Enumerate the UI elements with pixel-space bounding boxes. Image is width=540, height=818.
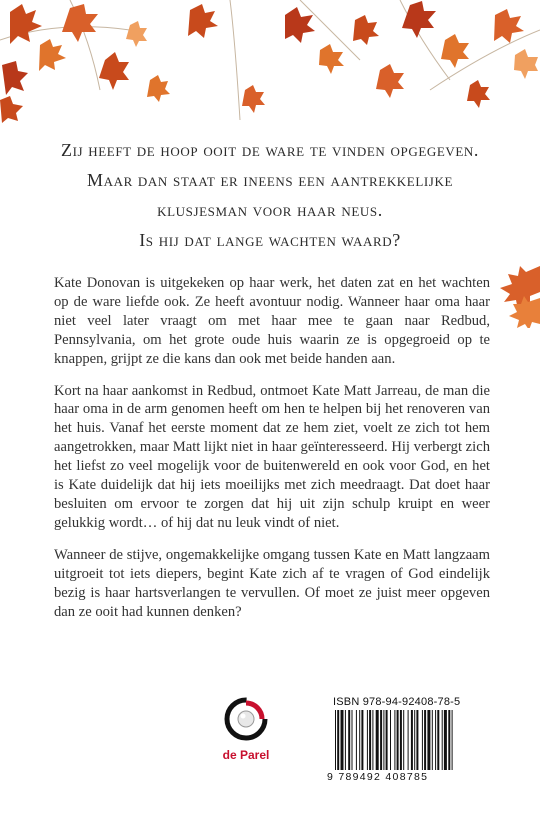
book-blurb xyxy=(54,274,490,634)
publisher-logo xyxy=(212,697,280,762)
isbn-barcode-block xyxy=(327,696,487,783)
barcode-digits: 9 789492 408785 xyxy=(327,771,429,783)
tagline-line: klusjesman voor haar neus. xyxy=(157,200,383,220)
blurb-paragraph: Kate Donovan is uitgekeken op haar werk, het daten zat en het wachten op de ware liefde ook. Ze heeft avontuur nodig. Wanneer haar oma haar niet veel later vraagt om met haar mee te gaan naar Redbud, Pennsylvania, om het grote oude huis waarin ze is opgegroeid op te knappen, grijpt ze die kans dan ook met beide handen aan. xyxy=(54,275,490,367)
blurb-paragraph: Wanneer de stijve, ongemakkelijke omgang tussen Kate en Matt langzaam uitgroeit tot iets diepers, begint Kate zich af te vragen of God eindelijk bezig is haar hartsverlangen te vervullen. Of moet ze juist meer opgeven dan ze ooit had kunnen denken? xyxy=(54,546,490,620)
publisher-name: de Parel xyxy=(222,748,270,762)
autumn-leaves-decoration xyxy=(0,0,540,130)
tagline-line: Is hij dat lange wachten waard? xyxy=(139,230,401,250)
blurb-paragraph: Kort na haar aankomst in Redbud, ontmoet Kate Matt Jarreau, de man die haar oma in de arm genomen heeft om hen te helpen bij het renoveren van het huis. Vanaf het eerste moment dat ze hem ziet, voelt ze zich tot hem aangetrokken, maar Matt lijkt niet in haar geïnteresseerd. Hij verbergt zich het liefst zo veel mogelijk voor de buitenwereld en ook voor God, en het is Kate duidelijk dat hij iets moeilijks met zich meedraagt. Dat doet haar besluiten om ervoor te zorgen dat hij uit zijn schulp kruipt en weer gelukkig wordt… of hij dat nu leuk vindt of niet. xyxy=(54,382,490,531)
tagline xyxy=(0,135,540,255)
barcode xyxy=(327,710,485,772)
tagline-line: Maar dan staat er ineens een aantrekkelijke xyxy=(86,170,453,190)
pearl-swirl-icon xyxy=(224,697,268,741)
isbn-label: ISBN 978-94-92408-78-5 xyxy=(333,696,461,708)
maple-leaf-icon xyxy=(490,258,540,328)
tagline-line: Zij heeft de hoop ooit de ware te vinden opgegeven. xyxy=(60,140,480,160)
